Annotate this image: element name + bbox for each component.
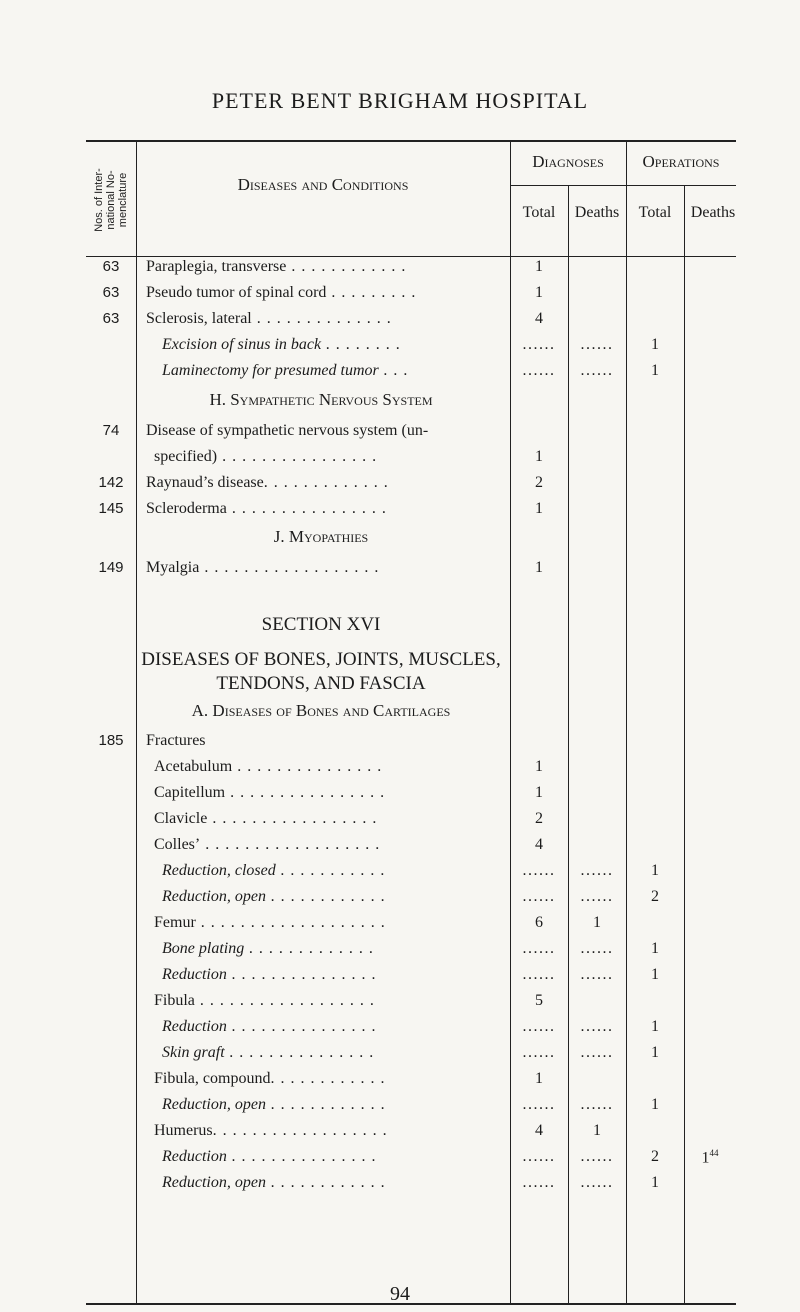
diagnoses-total-cell: [510, 836, 568, 854]
condition-label: [162, 1174, 499, 1192]
operations-total-cell: [626, 862, 684, 880]
condition-text: Femur: [154, 914, 196, 931]
nomenclature-code: 63: [102, 284, 120, 301]
operations-total-cell: [626, 1174, 684, 1192]
diagnoses-total-cell: [510, 559, 568, 577]
leader-dots: . . . . . . . . . . . . . . .: [224, 1044, 375, 1061]
diagnoses-total-cell: [510, 448, 568, 466]
condition-label: [162, 362, 499, 380]
condition-text: Capitellum: [154, 784, 226, 801]
operations-total-value: 1: [651, 966, 659, 983]
table-row: [86, 446, 736, 472]
diagnoses-total-cell: [510, 258, 568, 276]
filler-dots: ......: [580, 1096, 614, 1113]
section-xvi-title-line1: DISEASES OF BONES, JOINTS, MUSCLES,: [141, 649, 501, 670]
condition-text: Clavicle: [154, 810, 208, 827]
nomenclature-code: 142: [98, 474, 124, 491]
diagnoses-total-value: 1: [535, 1070, 543, 1087]
diagnoses-header: Diagnoses: [532, 152, 604, 171]
operations-deaths-cell: [684, 1148, 736, 1167]
table-row: [86, 282, 736, 308]
operations-total-cell: [626, 1044, 684, 1062]
leader-dots: . . . . . . . .: [321, 336, 402, 353]
diagnoses-deaths-cell: [568, 362, 626, 380]
code-column-header: Nos. of Inter- national No- menclature: [93, 168, 129, 232]
diagnoses-total-cell: [510, 758, 568, 776]
leader-dots: . . .: [378, 362, 409, 379]
filler-dots: ......: [580, 862, 614, 879]
nomenclature-code: 185: [98, 732, 124, 749]
diagnoses-total-cell: [510, 940, 568, 958]
leader-dots: . . . . . . . . .: [326, 284, 417, 301]
diagnoses-deaths-header: Deaths: [574, 204, 620, 221]
leader-dots: . . . . . . . . . . . . . . .: [226, 1018, 377, 1035]
diagnoses-total-cell: [510, 966, 568, 984]
operations-deaths-header: Deaths: [690, 204, 736, 221]
leader-dots: . . . . . . . . . . . .: [270, 1070, 386, 1087]
diagnoses-total-cell: [510, 1044, 568, 1062]
diagnoses-deaths-cell: [568, 1096, 626, 1114]
filler-dots: ......: [580, 1174, 614, 1191]
table-row: [86, 834, 736, 860]
operations-total-cell: [626, 336, 684, 354]
diagnoses-total-cell: [510, 1122, 568, 1140]
condition-label: [162, 888, 499, 906]
leader-dots: . . . . . . . . . . . . . .: [251, 310, 392, 327]
filler-dots: ......: [522, 1044, 556, 1061]
condition-label: [154, 758, 507, 776]
leader-dots: . . . . . . . . . . . .: [286, 258, 407, 275]
operations-total-cell: [626, 940, 684, 958]
table-row: [86, 1016, 736, 1042]
group-header-rule: [510, 185, 736, 186]
condition-text: Reduction: [162, 966, 227, 983]
condition-text: Fractures: [146, 732, 206, 749]
diagnoses-deaths-cell: [568, 1148, 626, 1166]
condition-text: Bone plating: [162, 940, 245, 957]
operations-total-value: 2: [651, 1148, 659, 1165]
diagnoses-total-cell: [510, 362, 568, 380]
operations-total-value: 1: [651, 1018, 659, 1035]
filler-dots: ......: [522, 862, 556, 879]
table-row: [86, 1120, 736, 1146]
table-row: [86, 256, 736, 282]
filler-dots: ......: [580, 1044, 614, 1061]
table-row: [86, 990, 736, 1016]
filler-dots: ......: [580, 336, 614, 353]
table-row: [86, 498, 736, 524]
condition-label: [146, 284, 499, 302]
table-row: [86, 912, 736, 938]
diagnoses-total-cell: [510, 1070, 568, 1088]
diagnoses-total-cell: [510, 474, 568, 492]
diagnoses-total-value: 1: [535, 500, 543, 517]
condition-label: [154, 836, 507, 854]
diagnoses-total-cell: [510, 500, 568, 518]
diagnoses-total-value: 5: [535, 992, 543, 1009]
filler-dots: ......: [522, 888, 556, 905]
condition-text: Skin graft: [162, 1044, 225, 1061]
diagnoses-total-value: 6: [535, 914, 543, 931]
operations-total-cell: [626, 1148, 684, 1166]
condition-label: [154, 1122, 507, 1140]
leader-dots: . . . . . . . . . . . . . . . .: [226, 500, 387, 517]
condition-label: [162, 1018, 499, 1036]
table-row: [86, 860, 736, 886]
table-row: [86, 557, 736, 583]
leader-dots: . . . . . . . . . . . . . . . . . .: [212, 1122, 388, 1139]
filler-dots: ......: [522, 1148, 556, 1165]
table-row: [86, 420, 736, 446]
leader-dots: . . . . . . . . . . . .: [265, 888, 386, 905]
condition-text: Laminectomy for presumed tumor: [162, 362, 379, 379]
filler-dots: ......: [522, 362, 556, 379]
diagnoses-total-cell: [510, 284, 568, 302]
condition-text: Fibula: [154, 992, 195, 1009]
leader-dots: . . . . . . . . . . . .: [265, 1174, 386, 1191]
condition-text: Colles’: [154, 836, 201, 853]
diagnoses-total-value: 1: [535, 284, 543, 301]
diagnoses-deaths-cell: [568, 1018, 626, 1036]
condition-label: [146, 732, 499, 750]
operations-total-cell: [626, 1096, 684, 1114]
condition-text: Reduction, open: [162, 1096, 266, 1113]
condition-label: [162, 1148, 499, 1166]
table-row: [86, 308, 736, 334]
operations-total-cell: [626, 362, 684, 380]
diagnoses-total-cell: [510, 810, 568, 828]
condition-label: [154, 448, 507, 466]
diagnoses-total-value: 1: [535, 758, 543, 775]
operations-total-cell: [626, 966, 684, 984]
diagnoses-deaths-cell: [568, 1174, 626, 1192]
filler-dots: ......: [580, 966, 614, 983]
diagnoses-total-value: 2: [535, 474, 543, 491]
filler-dots: ......: [522, 966, 556, 983]
condition-label: [154, 914, 507, 932]
condition-text: Sclerosis, lateral: [146, 310, 252, 327]
operations-total-value: 1: [651, 1096, 659, 1113]
filler-dots: ......: [522, 940, 556, 957]
section-xvi-heading: SECTION XVI: [261, 614, 381, 635]
diagnoses-total-cell: [510, 914, 568, 932]
operations-total-value: 1: [651, 1174, 659, 1191]
operations-total-value: 2: [651, 888, 659, 905]
leader-dots: . . . . . . . . . . . . . . . . . .: [194, 992, 375, 1009]
filler-dots: ......: [580, 362, 614, 379]
diagnoses-deaths-cell: [568, 336, 626, 354]
condition-text: Excision of sinus in back: [162, 336, 322, 353]
diagnoses-total-value: 4: [535, 1122, 543, 1139]
diagnoses-total-cell: [510, 1148, 568, 1166]
leader-dots: . . . . . . . . . . . . . . . . . .: [200, 836, 381, 853]
table-row: [86, 938, 736, 964]
filler-dots: ......: [522, 1018, 556, 1035]
diagnoses-total-cell: [510, 888, 568, 906]
diagnoses-total-cell: [510, 992, 568, 1010]
filler-dots: ......: [580, 1148, 614, 1165]
diagnoses-deaths-cell: [568, 1044, 626, 1062]
diagnoses-total-cell: [510, 784, 568, 802]
condition-label: [154, 992, 507, 1010]
section-xvi-title-line2: TENDONS, AND FASCIA: [216, 673, 426, 694]
condition-label: [162, 1044, 499, 1062]
condition-text: Paraplegia, transverse: [146, 258, 287, 275]
condition-label: [162, 1096, 499, 1114]
nomenclature-code: 74: [102, 422, 120, 439]
leader-dots: . . . . . . . . . . . . . . . . . . .: [195, 914, 386, 931]
condition-text: Scleroderma: [146, 500, 227, 517]
leader-dots: . . . . . . . . . . . . . . . . . .: [199, 559, 380, 576]
table-row: [86, 756, 736, 782]
condition-label: [162, 336, 499, 354]
diagnoses-deaths-cell: [568, 914, 626, 932]
leader-dots: . . . . . . . . . . . . . . .: [226, 1148, 377, 1165]
condition-label: [146, 258, 499, 276]
operations-total-value: 1: [651, 362, 659, 379]
disease-column-header: Diseases and Conditions: [237, 175, 409, 194]
condition-text: Reduction, open: [162, 1174, 266, 1191]
operations-total-cell: [626, 888, 684, 906]
diagnoses-deaths-cell: [568, 940, 626, 958]
condition-label: [154, 810, 507, 828]
condition-text: Reduction: [162, 1148, 227, 1165]
diagnoses-total-cell: [510, 310, 568, 328]
footnote-marker: 44: [709, 1148, 719, 1158]
condition-label: [162, 966, 499, 984]
diagnoses-total-cell: [510, 1096, 568, 1114]
condition-text: Acetabulum: [154, 758, 233, 775]
leader-dots: . . . . . . . . . . .: [275, 862, 386, 879]
filler-dots: ......: [580, 888, 614, 905]
table-row: [86, 334, 736, 360]
diagnoses-deaths-value: 1: [593, 914, 601, 931]
table-row: [86, 730, 736, 756]
filler-dots: ......: [522, 336, 556, 353]
condition-label: [154, 1070, 507, 1088]
operations-total-value: 1: [651, 1044, 659, 1061]
table-row: [86, 1146, 736, 1172]
diagnoses-total-header: Total: [522, 204, 556, 221]
condition-text: specified): [154, 448, 218, 465]
condition-text: Raynaud’s disease: [146, 474, 264, 491]
leader-dots: . . . . . . . . . . . . . . .: [232, 758, 383, 775]
operations-total-value: 1: [651, 336, 659, 353]
diagnoses-total-value: 1: [535, 784, 543, 801]
condition-text: Reduction, closed: [162, 862, 276, 879]
leader-dots: . . . . . . . . . . . . . . .: [226, 966, 377, 983]
condition-text: Reduction: [162, 1018, 227, 1035]
page-header: PETER BENT BRIGHAM HOSPITAL: [211, 88, 589, 113]
diagnoses-deaths-cell: [568, 966, 626, 984]
condition-text: Fibula, compound: [154, 1070, 271, 1087]
table-row: [86, 1172, 736, 1198]
table-row: [86, 1094, 736, 1120]
filler-dots: ......: [580, 1018, 614, 1035]
condition-label: [146, 559, 499, 577]
operations-total-value: 1: [651, 940, 659, 957]
operations-total-header: Total: [638, 204, 672, 221]
section-heading-a: A. Diseases of Bones and Cartilages: [191, 701, 451, 720]
filler-dots: ......: [522, 1174, 556, 1191]
operations-deaths-value: 1: [701, 1149, 710, 1167]
operations-total-cell: [626, 1018, 684, 1036]
condition-text: Humerus: [154, 1122, 213, 1139]
filler-dots: ......: [580, 940, 614, 957]
table-row: [86, 782, 736, 808]
section-heading-j: J. Myopathies: [273, 527, 369, 546]
table-row: [86, 472, 736, 498]
leader-dots: . . . . . . . . . . . . . . . .: [225, 784, 386, 801]
diagnoses-total-cell: [510, 1174, 568, 1192]
condition-label: [154, 784, 507, 802]
condition-text: Reduction, open: [162, 888, 266, 905]
diagnoses-total-value: 1: [535, 559, 543, 576]
condition-label: [146, 500, 499, 518]
leader-dots: . . . . . . . . . . . .: [265, 1096, 386, 1113]
section-heading-h: H. Sympathetic Nervous System: [209, 390, 433, 409]
diagnoses-deaths-cell: [568, 1122, 626, 1140]
page-number: 94: [390, 1283, 410, 1305]
diagnoses-total-value: 4: [535, 310, 543, 327]
condition-label: [146, 422, 499, 440]
condition-label: [146, 474, 499, 492]
nomenclature-code: 63: [102, 310, 120, 327]
table-row: [86, 964, 736, 990]
condition-text: Disease of sympathetic nervous system (un-: [146, 422, 429, 439]
condition-text: Myalgia: [146, 559, 200, 576]
leader-dots: . . . . . . . . . . . . . . . .: [217, 448, 378, 465]
condition-label: [162, 940, 499, 958]
nomenclature-code: 149: [98, 559, 124, 576]
table-row: [86, 1068, 736, 1094]
nomenclature-code: 145: [98, 500, 124, 517]
diagnoses-total-cell: [510, 862, 568, 880]
condition-text: Pseudo tumor of spinal cord: [146, 284, 327, 301]
leader-dots: . . . . . . . . . . . . . . . . .: [207, 810, 378, 827]
table-row: [86, 808, 736, 834]
table-row: [86, 360, 736, 386]
diagnoses-deaths-cell: [568, 862, 626, 880]
leader-dots: . . . . . . . . . . . . .: [263, 474, 389, 491]
filler-dots: ......: [522, 1096, 556, 1113]
diagnoses-total-cell: [510, 1018, 568, 1036]
diagnoses-total-value: 1: [535, 258, 543, 275]
statistics-table: [86, 140, 736, 1305]
table-row: [86, 1042, 736, 1068]
table-top-rule: [86, 140, 736, 142]
diagnoses-total-value: 2: [535, 810, 543, 827]
nomenclature-code: 63: [102, 258, 120, 275]
leader-dots: . . . . . . . . . . . . .: [244, 940, 375, 957]
diagnoses-total-value: 1: [535, 448, 543, 465]
operations-total-value: 1: [651, 862, 659, 879]
diagnoses-total-value: 4: [535, 836, 543, 853]
table-row: [86, 886, 736, 912]
operations-header: Operations: [642, 152, 720, 171]
diagnoses-deaths-cell: [568, 888, 626, 906]
condition-label: [162, 862, 499, 880]
diagnoses-deaths-value: 1: [593, 1122, 601, 1139]
condition-label: [146, 310, 499, 328]
diagnoses-total-cell: [510, 336, 568, 354]
